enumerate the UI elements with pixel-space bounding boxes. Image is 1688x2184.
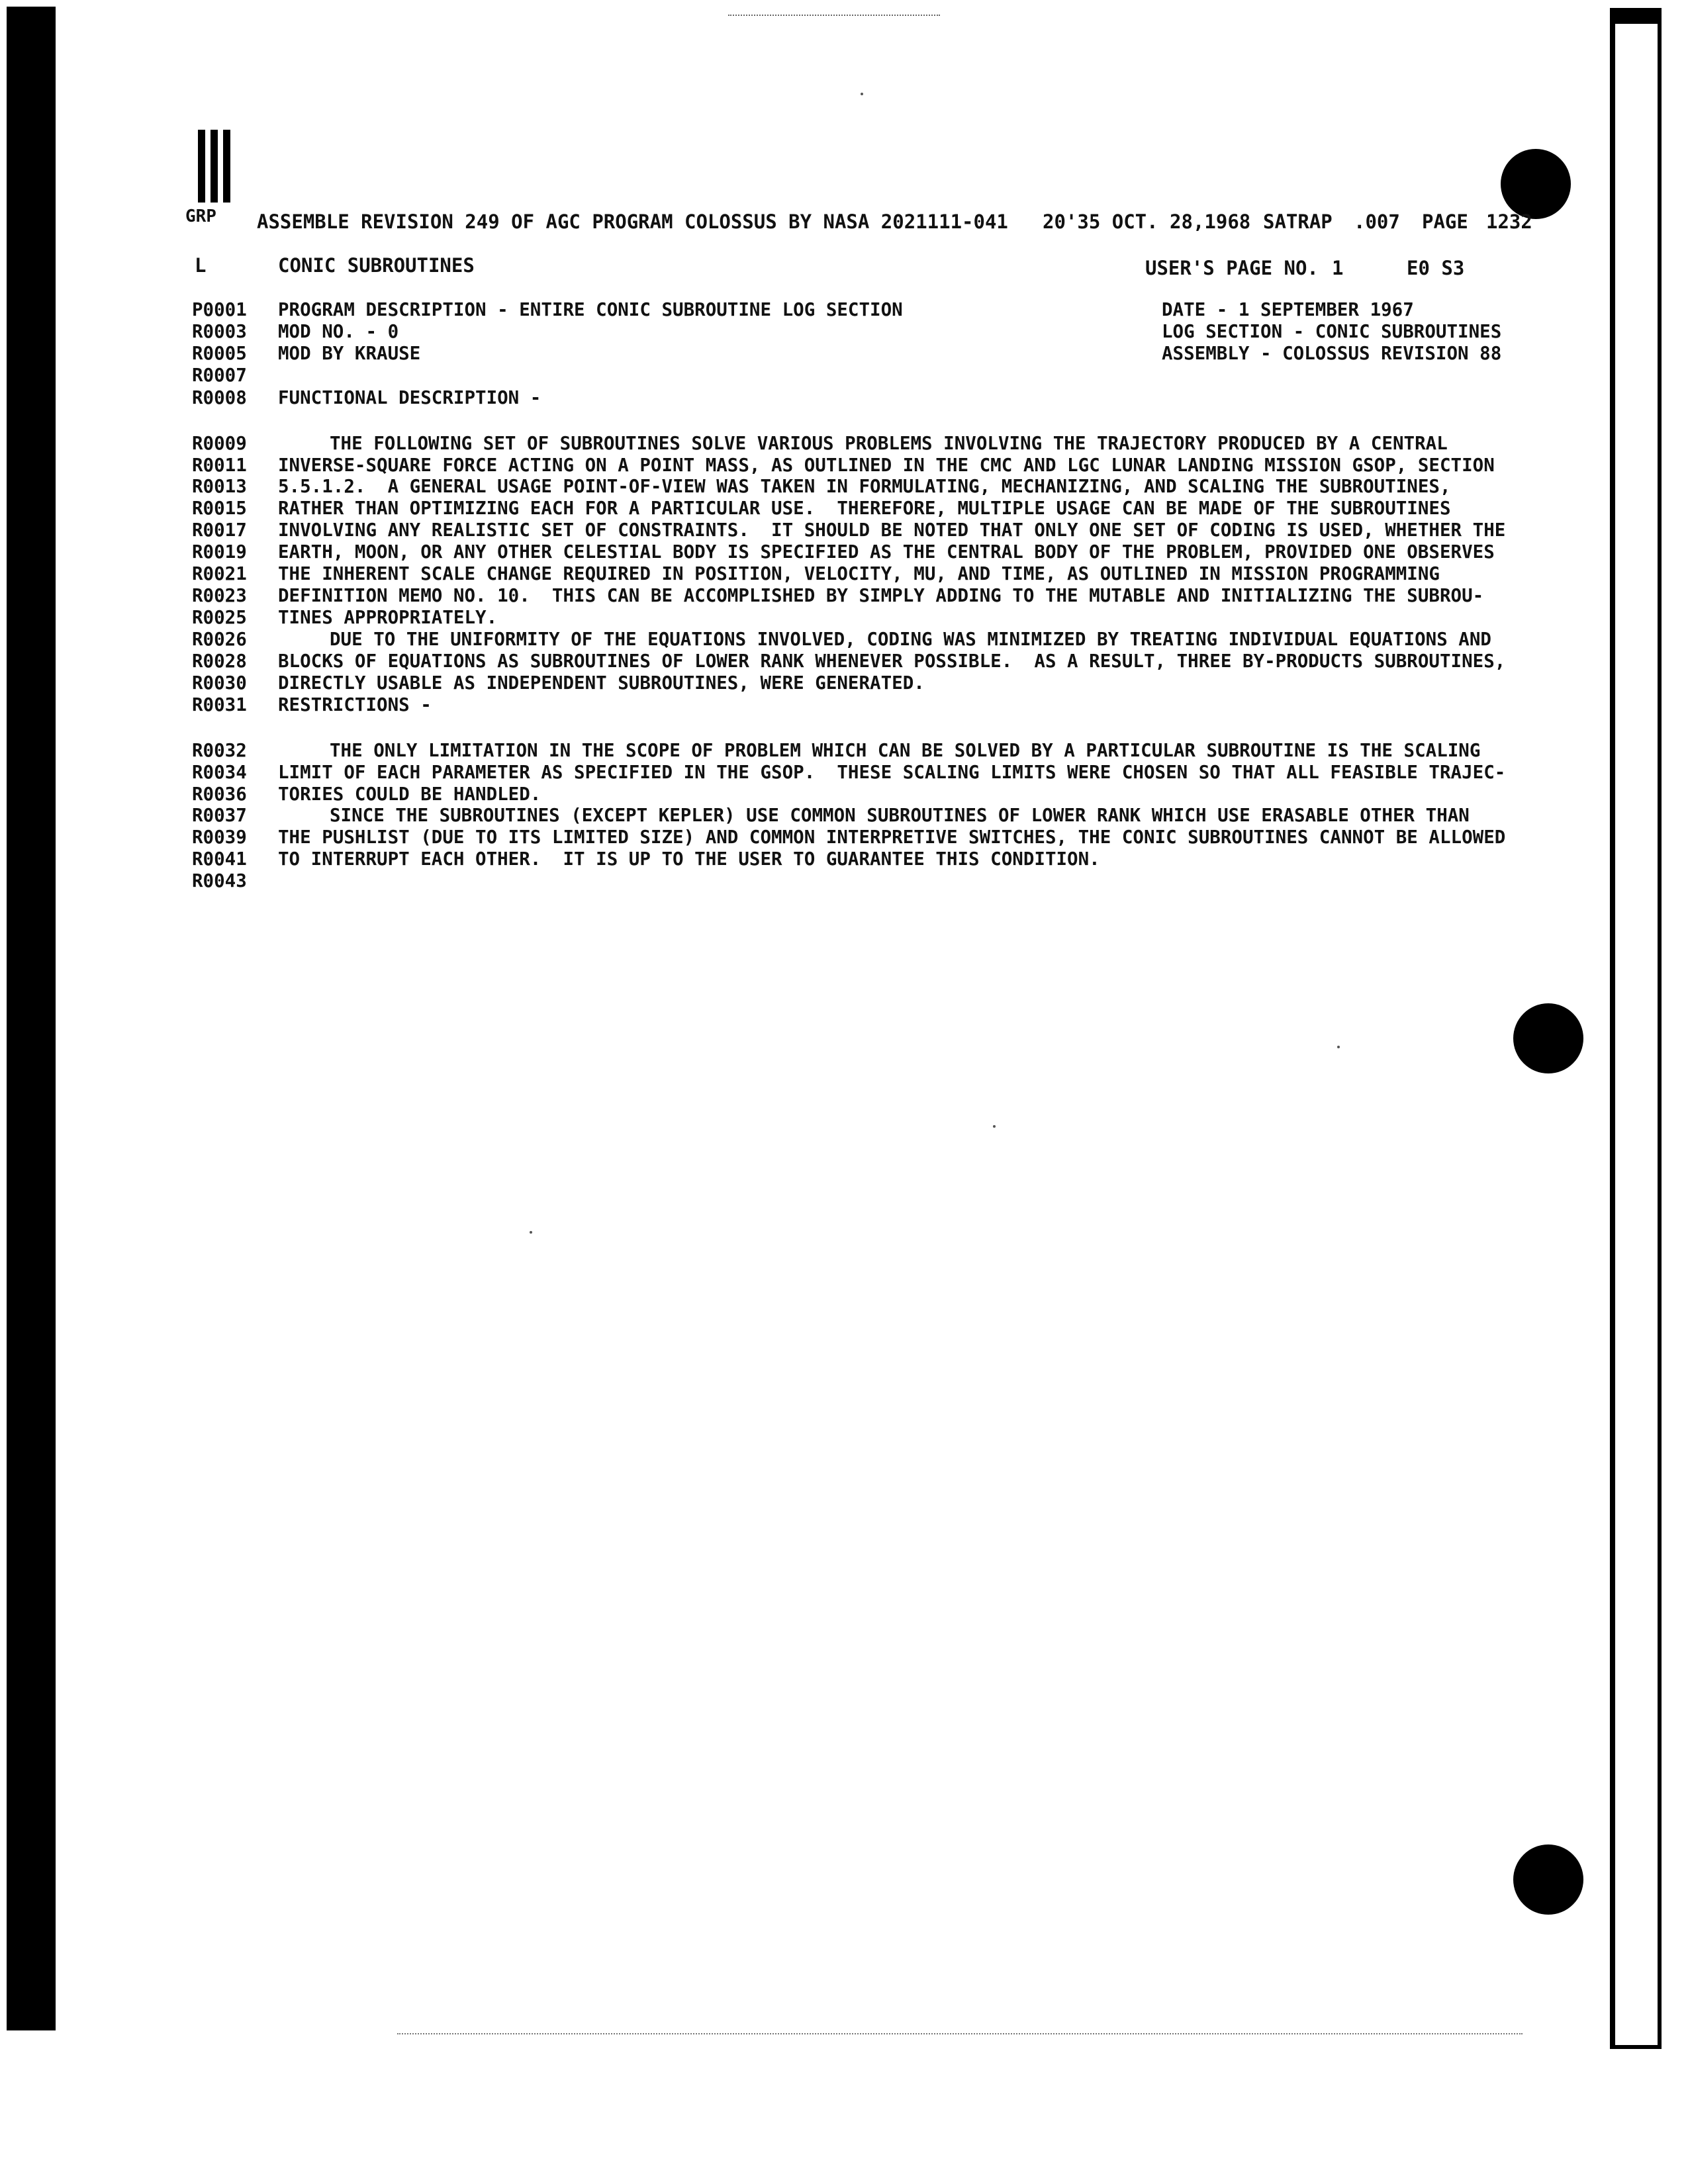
scan-speck <box>861 93 863 95</box>
line-right-text: LOG SECTION - CONIC SUBROUTINES <box>1162 321 1502 342</box>
line-text: THE ONLY LIMITATION IN THE SCOPE OF PROBLEM WHICH CAN BE SOLVED BY A PARTICULAR SUBROUTINE IS THE SCALING <box>330 740 1481 761</box>
line-label: R0041 <box>192 848 247 870</box>
line-text: MOD BY KRAUSE <box>278 343 421 364</box>
scan-speck <box>530 1231 532 1234</box>
line-label: R0028 <box>192 651 247 672</box>
line-text: DEFINITION MEMO NO. 10. THIS CAN BE ACCOMPLISHED BY SIMPLY ADDING TO THE MUTABLE AND INITIALIZING THE SUBROU- <box>278 585 1484 606</box>
scan-speck <box>1337 1046 1340 1048</box>
line-label: R0034 <box>192 762 247 783</box>
scan-speck <box>993 1125 996 1128</box>
line-text: RATHER THAN OPTIMIZING EACH FOR A PARTICULAR USE. THEREFORE, MULTIPLE USAGE CAN BE MADE OF THE SUBROUTINES <box>278 498 1451 519</box>
binder-mark-1 <box>198 130 205 203</box>
line-text: DIRECTLY USABLE AS INDEPENDENT SUBROUTINES, WERE GENERATED. <box>278 672 925 694</box>
group-tag: GRP <box>185 206 216 226</box>
line-text: INVERSE-SQUARE FORCE ACTING ON A POINT MASS, AS OUTLINED IN THE CMC AND LGC LUNAR LANDING MISSION GSOP, SECTION <box>278 455 1495 476</box>
line-label: R0007 <box>192 365 247 386</box>
scan-dashes-bottom <box>397 2033 1523 2036</box>
user-page-number: 1 <box>1332 257 1344 279</box>
section-code: E0 S3 <box>1407 257 1465 279</box>
line-label: R0015 <box>192 498 247 519</box>
line-label: R0013 <box>192 476 247 497</box>
line-label: R0037 <box>192 805 247 826</box>
line-text: THE PUSHLIST (DUE TO ITS LIMITED SIZE) AND COMMON INTERPRETIVE SWITCHES, THE CONIC SUBROUTINES CANNOT BE ALLOWED <box>278 827 1506 848</box>
line-text: 5.5.1.2. A GENERAL USAGE POINT-OF-VIEW WAS TAKEN IN FORMULATING, MECHANIZING, AND SCALING THE SUBROUTINES, <box>278 476 1451 497</box>
line-right-text: ASSEMBLY - COLOSSUS REVISION 88 <box>1162 343 1502 364</box>
line-right-text: DATE - 1 SEPTEMBER 1967 <box>1162 299 1414 320</box>
line-text: THE FOLLOWING SET OF SUBROUTINES SOLVE VARIOUS PROBLEMS INVOLVING THE TRAJECTORY PRODUCED BY A CENTRAL <box>330 433 1448 454</box>
line-label: R0031 <box>192 694 247 715</box>
line-label: R0023 <box>192 585 247 606</box>
line-text: TORIES COULD BE HANDLED. <box>278 784 541 805</box>
line-label: R0032 <box>192 740 247 761</box>
scan-left-edge-bar <box>7 7 56 2030</box>
punch-hole-top <box>1501 149 1571 219</box>
line-text: PROGRAM DESCRIPTION - ENTIRE CONIC SUBROUTINE LOG SECTION <box>278 299 903 320</box>
user-page-label: USER'S PAGE NO. <box>1145 257 1319 279</box>
line-label: R0003 <box>192 321 247 342</box>
line-label: P0001 <box>192 299 247 320</box>
line-text: TINES APPROPRIATELY. <box>278 607 498 628</box>
section-title: CONIC SUBROUTINES <box>278 254 475 277</box>
line-label: R0021 <box>192 563 247 584</box>
line-label: R0025 <box>192 607 247 628</box>
listing-marker: L <box>195 254 207 277</box>
punch-hole-bottom <box>1513 1844 1583 1915</box>
line-text: BLOCKS OF EQUATIONS AS SUBROUTINES OF LOWER RANK WHENEVER POSSIBLE. AS A RESULT, THREE BY-PRODUCTS SUBROUTINES, <box>278 651 1506 672</box>
page-label: PAGE <box>1422 210 1468 233</box>
line-label: R0005 <box>192 343 247 364</box>
line-label: R0039 <box>192 827 247 848</box>
line-label: R0043 <box>192 870 247 891</box>
assembly-timestamp: 20'35 OCT. 28,1968 <box>1043 210 1251 233</box>
line-label: R0008 <box>192 387 247 408</box>
scan-right-edge-frame <box>1610 8 1662 2049</box>
program-title: ASSEMBLE REVISION 249 OF AGC PROGRAM COLOSSUS BY NASA 2021111-041 <box>257 210 1008 233</box>
line-text: INVOLVING ANY REALISTIC SET OF CONSTRAINTS. IT SHOULD BE NOTED THAT ONLY ONE SET OF CODING IS USED, WHETHER THE <box>278 520 1506 541</box>
binder-mark-3 <box>223 130 230 203</box>
satrap-label: SATRAP <box>1263 210 1333 233</box>
line-text: LIMIT OF EACH PARAMETER AS SPECIFIED IN THE GSOP. THESE SCALING LIMITS WERE CHOSEN SO THAT ALL FEASIBLE TRAJEC- <box>278 762 1506 783</box>
line-text: EARTH, MOON, OR ANY OTHER CELESTIAL BODY IS SPECIFIED AS THE CENTRAL BODY OF THE PROBLEM, PROVIDED ONE OBSERVES <box>278 541 1495 563</box>
line-label: R0036 <box>192 784 247 805</box>
line-text: DUE TO THE UNIFORMITY OF THE EQUATIONS INVOLVED, CODING WAS MINIMIZED BY TREATING INDIVIDUAL EQUATIONS AND <box>330 629 1491 650</box>
binder-mark-2 <box>211 130 218 203</box>
punch-hole-middle <box>1513 1003 1583 1073</box>
line-label: R0017 <box>192 520 247 541</box>
line-text: THE INHERENT SCALE CHANGE REQUIRED IN POSITION, VELOCITY, MU, AND TIME, AS OUTLINED IN MISSION PROGRAMMING <box>278 563 1440 584</box>
line-text: MOD NO. - 0 <box>278 321 399 342</box>
line-text: FUNCTIONAL DESCRIPTION - <box>278 387 541 408</box>
line-label: R0009 <box>192 433 247 454</box>
line-label: R0026 <box>192 629 247 650</box>
scan-dashes-top <box>728 15 940 17</box>
line-label: R0030 <box>192 672 247 694</box>
satrap-version: .007 <box>1354 210 1400 233</box>
line-text: TO INTERRUPT EACH OTHER. IT IS UP TO THE USER TO GUARANTEE THIS CONDITION. <box>278 848 1100 870</box>
line-text: RESTRICTIONS - <box>278 694 432 715</box>
line-label: R0019 <box>192 541 247 563</box>
line-text: SINCE THE SUBROUTINES (EXCEPT KEPLER) USE COMMON SUBROUTINES OF LOWER RANK WHICH USE ERASABLE OTHER THAN <box>330 805 1470 826</box>
page-number: 1232 <box>1486 210 1532 233</box>
line-label: R0011 <box>192 455 247 476</box>
